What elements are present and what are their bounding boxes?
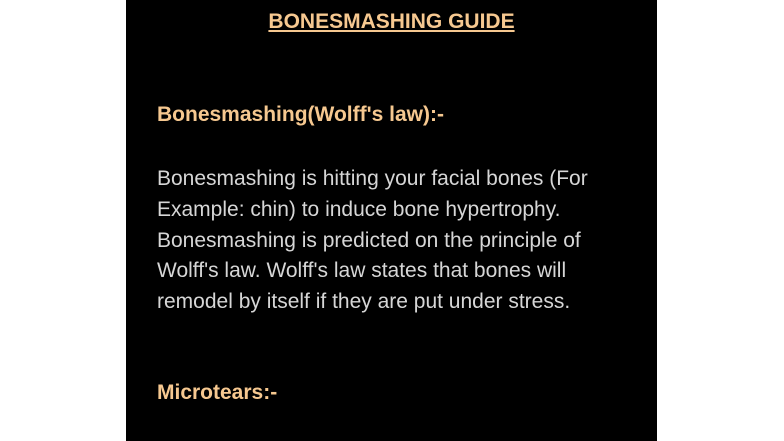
section-paragraph-wolffs-law: Bonesmashing is hitting your facial bones (For Example: chin) to induce bone hypertrophy. Bonesmashing is predicted on the principle of Wolff's law. Wolff's law states that bones will remodel by itself if they are put under stress. bbox=[157, 167, 588, 314]
document-page bbox=[126, 0, 657, 441]
document-title: BONESMASHING GUIDE bbox=[268, 10, 515, 33]
section-heading-microtears: Microtears:- bbox=[157, 381, 278, 404]
section-heading-wolffs-law: Bonesmashing(Wolff's law):- bbox=[157, 103, 444, 126]
